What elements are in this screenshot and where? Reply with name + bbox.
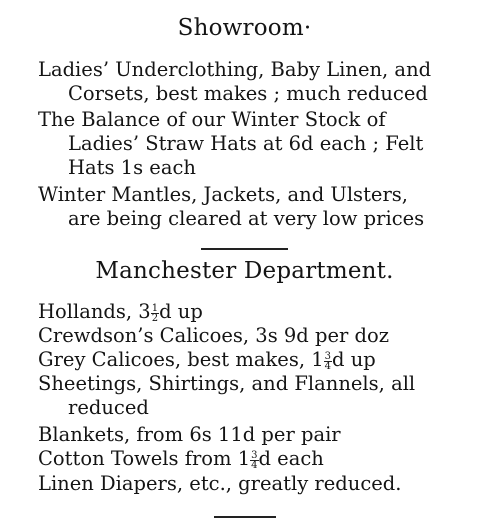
showroom-item-mantles [38,183,486,231]
item-line: Blankets, from 6s 11d per pair [38,423,341,446]
item-line: Sheetings, Shirtings, and Flannels, all [38,372,416,395]
item-line: The Balance of our Winter Stock of [38,108,386,131]
manchester-item-grey-calicoes [38,348,486,372]
manchester-item-calicoes [38,324,486,348]
item-line: are being cleared at very low prices [68,207,425,230]
fraction [324,352,332,371]
fraction-denominator: 4 [324,361,332,372]
fraction [250,451,258,470]
fraction-numerator: 3 [251,450,258,461]
manchester-item-sheetings [38,372,486,420]
section-divider [201,248,288,250]
bottom-divider [214,516,276,518]
manchester-item-diapers [38,472,486,496]
item-line: Hats 1s each [68,156,196,179]
item-text: d up [332,348,376,371]
item-line: Ladies’ Straw Hats at 6d each ; Felt [68,132,424,155]
item-text: d up [159,300,203,323]
item-line: Winter Mantles, Jackets, and Ulsters, [38,183,408,206]
fraction-denominator: 2 [151,313,159,324]
item-text: d each [258,447,324,470]
fraction-denominator: 4 [251,460,258,471]
item-line: Linen Diapers, etc., greatly reduced. [38,472,402,495]
showroom-item-underclothing [38,58,486,106]
item-line: reduced [68,396,149,419]
item-line: Corsets, best makes ; much reduced [68,82,428,105]
manchester-item-blankets [38,423,486,447]
manchester-item-hollands [38,300,486,324]
item-line [38,348,486,372]
item-line [38,300,486,324]
showroom-heading: Showroom· [177,15,312,41]
manchester-heading: Manchester Department. [95,258,394,284]
fraction-numerator: 3 [324,351,332,362]
manchester-item-towels [38,447,486,471]
item-text: Grey Calicoes, best makes, 1 [38,348,324,371]
fraction-numerator: 1 [151,303,159,314]
item-line [38,447,486,471]
item-text: Cotton Towels from 1 [38,447,251,470]
showroom-item-straw-hats [38,108,486,180]
item-text: Hollands, 3 [38,300,151,323]
item-line: Crewdson’s Calicoes, 3s 9d per doz [38,324,390,347]
fraction [151,304,159,323]
item-line: Ladies’ Underclothing, Baby Linen, and [38,58,432,81]
